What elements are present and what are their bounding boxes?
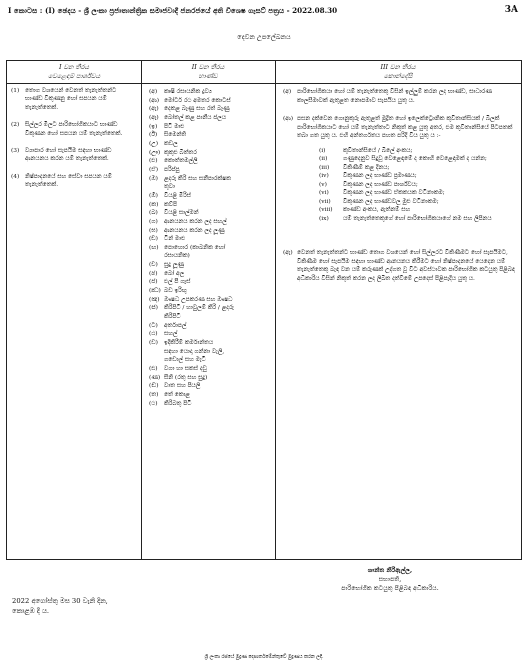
condition-label: (ඇ) [283,250,293,256]
sub-text: ගණුදෙනුව සිදුවූ වෙළෙඳාමේ ද කොහි වෙළෙඳාමක් ද යන්න; [343,156,487,162]
column-3-header [275,61,521,83]
sub-label: (iv) [319,173,329,179]
column-2-name: භාණ්ඩ [198,72,218,80]
goods-label: (ඕ) [149,192,158,199]
item-number: (1) [11,88,20,94]
receipt-content-item [319,206,517,215]
goods-item [149,322,269,331]
goods-text: කඩල [164,140,178,147]
item-text: නිෂ්පාදනයේ සහ සේවා සපයන යම් තැනැත්තෙක්. [25,173,112,189]
goods-text: ආනයනය කරන ලද සහල් [164,218,227,225]
trade-party-item [11,147,133,164]
goods-text: තේ කොළ [164,391,190,398]
sub-text: කාණ්ඩ අංකය, ඇත්නම් සහ [343,207,411,213]
goods-label: (උ) [149,140,159,147]
goods-item [149,339,269,348]
goods-item [149,235,269,244]
goods-text: අර්තාපල් [164,322,187,329]
goods-list [149,88,269,408]
trade-party-list [11,87,133,199]
condition-b [283,115,517,141]
header-divider [7,83,521,84]
goods-item [149,175,269,184]
condition-c [283,249,517,283]
goods-label: (අ) [149,89,158,95]
goods-label: (ඛ) [149,210,158,217]
goods-text: සීනි (රතු සහ සුදු) [164,374,208,381]
condition-text: වෙනත් තැනැත්තන්ට භාණ්ඩ තොග වශයෙන් හෝ සිල්ලරට විකිණීමට හෝ සැපයීමට, විකිණීම හෝ සැපයීම සඳහා භාණ්ඩ ආනයනය කිරීමට හෝ නිෂ්පාදනයේ යෙදෙන යම් තැනැත්තෙකු බැඳ වන යම් කරුණක් උද්ගත වූ විට අවස්ථාවක පාරිභෝගික කටයුතු පිළිබඳ අධිකාරිය විසින් නිකුත් කරන ලද ලිඛිත දත්වීමේ උපදෙස් පිළිපැදිය යුතු ය. [297,250,515,282]
goods-item [149,330,269,339]
goods-text: ටින් මාළු [164,236,186,243]
goods-text: ආනයනය කරන ලද ලූණු [164,227,225,234]
receipt-content-item [319,215,517,224]
goods-text: තුවා [164,184,175,191]
goods-item [149,149,269,158]
goods-item [149,304,269,313]
receipt-content-item [319,198,517,207]
goods-text: එල් පී ගෑස් [164,279,191,286]
goods-item [149,252,269,261]
column-1-header [7,61,141,83]
goods-label: (ඬ) [149,383,159,390]
goods-text: ගඩොල් සහ මැටි [164,357,206,364]
signatory-title: සභාපති, [378,576,402,583]
item-text: සිල්ලර මිලට පාරිභෝගිකයාට භාණ්ඩ විකුණන හෝ සපයන යම් තැනැත්තෙක්. [25,122,123,137]
condition-label: (ආ) [283,116,294,122]
goods-item [149,313,269,322]
sub-label: (i) [319,147,326,154]
goods-label: (ඉ) [149,123,158,130]
sub-label: (iii) [319,164,330,171]
goods-text: කිරිපිටි / හාවුලම් කිරි / ළදරු [164,305,234,312]
goods-label: (ආ) [149,97,160,104]
goods-text: කව්පි [164,201,178,208]
schedule-table [6,60,522,560]
column-3-name: කොන්දේසි [383,72,413,80]
receipt-contents-list [283,147,517,224]
trade-party-item [11,121,133,138]
goods-text: සහල් [164,331,178,338]
goods-item [149,348,269,357]
condition-text: පසන දක්වෙන ගොනුකුරු ඇතුළත් මුද්‍රිත හෝ ඉලෙක්ට්‍රොනික කුවිතාන්සියක් / බිලක් පාරිභෝගිකයාට හෝ යම් තැනැත්තාට නිකුත් කළ යුතු අතර, එම කුවිතාන්සියේ පිටපතක් තබා ගත යුතු ය. එහි අන්තර්ගතය පහත පරිදි විය යුතු ය :- [297,116,513,139]
goods-item [149,97,269,106]
goods-text: දෙකළ බෑණු සහ රත් බෑණු [164,106,230,113]
goods-label: (ඌ) [149,149,161,156]
sub-text: විකුණන ලද භාණ්ඩ ඒකකයක වටිනාකම; [343,190,445,196]
receipt-content-item [319,147,517,156]
goods-label: (ඊ) [149,132,158,139]
goods-label: (එ) [149,158,158,165]
sub-text: විකිණීම් කළ දිනය; [343,164,390,171]
trade-party-item [11,173,133,190]
goods-text: පිටි මාළු [164,123,185,130]
goods-label [149,356,164,365]
item-number: (3) [11,148,20,155]
goods-item [149,183,269,192]
conditions-list [283,88,517,283]
goods-text: සුදු ලූණු [164,262,184,269]
receipt-content-item [319,189,517,198]
signatory-name: ශාන්ත නිරිඇල්ල, [367,567,413,574]
goods-item [149,166,269,175]
goods-label: (ඒ) [149,166,158,173]
sub-text: විකුණන ලද භාණ්ඩ පාර්ශ්වය; [343,181,418,188]
goods-item [149,123,269,132]
goods-item [149,157,269,166]
goods-text: කෘෂි රසායනික ද්‍රව්‍ය [164,89,212,95]
receipt-content-item [319,181,517,190]
sub-label: (viii) [319,207,333,213]
goods-item [149,244,269,253]
goods-text: කිරිපිටි [164,314,181,321]
column-divider-2 [275,61,276,559]
goods-label: (ඇ) [149,106,159,113]
goods-label: (ඝ) [149,227,158,234]
goods-text: ඉදිකිරීම් කර්මාන්තය [164,340,214,347]
sub-label: (v) [319,181,327,188]
goods-item [149,296,269,305]
goods-label: (ච) [149,262,158,269]
goods-text: ඖෂධ උපකරණ සහ ඖෂධ [164,296,233,303]
trade-party-item [11,87,133,112]
goods-label: (ඨ) [149,331,158,338]
goods-item [149,88,269,97]
goods-text: බෝතල් කළ පානීය ජලය [164,114,226,121]
goods-text: වියළි සාල්මන් [164,210,199,217]
goods-label: (ඣ) [149,288,161,295]
schedule-title: දෙවන උපලේඛනය [237,33,291,41]
sub-text: කුවිතාන්සියේ / බිලේ අංකය; [343,147,413,154]
goods-item [149,227,269,236]
goods-label: (ක) [149,201,159,208]
condition-a [283,88,517,105]
goods-label [149,313,164,322]
printer-footer: ශ්‍රී ලංකා රජයේ මුද්‍රණ දෙපාර්තමේන්තුවේ මුද්‍රණය කරන ලදී. [204,655,324,660]
sub-text: විකුණන ලද භාණ්ඩවල මුළු වටිනාකම; [343,198,439,205]
date-line: 2022 අගෝස්තු මස 30 වැනි දින, [12,597,108,605]
page-number: 3A [504,5,518,15]
item-number: (2) [11,122,20,129]
sub-text: යම් තැනැත්තෙකුගේ හෝ පාරිභෝගිකයාගේ නම සහ ලිපිනය [343,215,492,222]
sub-text: විකුණන ලද භාණ්ඩ ප්‍රමාණය; [343,173,417,179]
column-1-name: වෙළෙඳාම් පාර්ශ්වය [47,72,101,80]
goods-text: බෝ අල [164,270,185,277]
goods-item [149,287,269,296]
goods-label [149,183,164,192]
signature-block [300,566,480,593]
goods-label: (ඩ) [149,340,158,347]
sub-label: (ii) [319,156,328,162]
goods-text: කොත්තමල්ලි [164,158,198,165]
column-2-number: II වන තීරය [191,63,225,71]
goods-text: පරිප්පු [164,166,180,173]
goods-text: කුකුළු බිත්තර [164,149,197,156]
column-3-number: III වන තීරය [380,63,416,71]
receipt-content-item [319,172,517,181]
goods-label: (ඞ) [149,236,158,243]
goods-item [149,131,269,140]
goods-label: (ඟ) [149,244,159,251]
goods-label: (ඔ) [149,175,158,182]
goods-label: (ඡ) [149,270,158,277]
goods-item [149,192,269,201]
column-1-number: I වන තීරය [58,63,89,71]
goods-label: (ග) [149,218,158,225]
goods-label: (ඦ) [149,305,158,312]
goods-item [149,218,269,227]
goods-text: වගා හා සකස් දඩු [164,366,207,372]
goods-text: කිරිබතු පිටි [164,400,192,407]
goods-text: ළදරු කිරි සහ සනීපාරක්ෂක [164,175,231,182]
goods-text: වාත සහ පියලි [164,383,201,390]
item-text: තොග වශයෙන් වෙනත් තැනැත්තන්ට භාණ්ඩ විකුණනු හෝ සපයන යම් තැනැත්තෙක්. [25,88,117,111]
goods-text: බඩ ඉරිඟු [164,288,187,295]
column-2-header [141,61,275,83]
goods-text: සඳහා යොදා ගන්නා වැලි, [164,348,225,355]
goods-item [149,391,269,400]
goods-item [149,356,269,365]
goods-label: (ජ) [149,279,158,286]
goods-label [149,348,164,357]
goods-label: (ථ) [149,400,158,407]
condition-text: පාරිභෝගිකයා හෝ යම් තැනැත්තෙකු විසින් ඉල්ලුම් කරන ලද භාණ්ඩ, සාධාරණ කාලසීමාවක් ඇතුළත නොපමාව සැපයිය යුතු ය. [297,89,492,104]
goods-text: රසායනික) [164,253,190,260]
sub-label: (ix) [319,215,329,222]
item-text: ව්‍යාපාර හෝ සැපයීම සඳහා භාණ්ඩ ආනයනය කරන යම් තැනැත්තෙක්. [25,148,112,163]
goods-item [149,382,269,391]
goods-label: (ට) [149,322,158,329]
goods-label: (ත) [149,391,159,398]
receipt-content-item [319,164,517,173]
goods-item [149,374,269,383]
goods-label: (ඪ) [149,366,158,372]
goods-item [149,270,269,279]
goods-item [149,278,269,287]
goods-text: පොහොර (කාබනික හෝ [164,244,226,251]
sub-label: (vii) [319,198,331,205]
gazette-header: I කොටස : (I) ඡෙදය - ශ්‍රී ලංකා ප්‍රජාතාන්ත්‍රික සමාජවාදී ජනරජයේ අති විශෙෂ ගැසට් පත්‍රය - 2022.08.30 [8,6,338,15]
item-number: (4) [11,173,20,180]
goods-label: (ණ) [149,374,161,381]
column-divider-1 [141,61,142,559]
condition-label: (අ) [283,89,292,95]
goods-label: (ඤ) [149,296,160,303]
goods-item [149,400,269,409]
goods-label [149,252,164,261]
signatory-organization: පාරිභෝගික කටයුතු පිළිබඳ අධිකාරිය. [341,585,439,592]
goods-text: සිමෙන්ති [164,132,187,139]
goods-item [149,114,269,123]
goods-item [149,140,269,149]
place-line: කොළඹ දී ය. [12,607,49,615]
sub-label: (vi) [319,190,329,196]
issue-date [12,596,108,616]
goods-item [149,209,269,218]
receipt-content-item [319,155,517,164]
goods-item [149,201,269,210]
goods-item [149,261,269,270]
goods-text: මෝටර් රථ අමතර කොටස් [164,97,231,104]
goods-item [149,105,269,114]
goods-label: (ඈ) [149,114,159,121]
goods-item [149,365,269,374]
goods-text: වියළි මිරිස් [164,192,191,199]
